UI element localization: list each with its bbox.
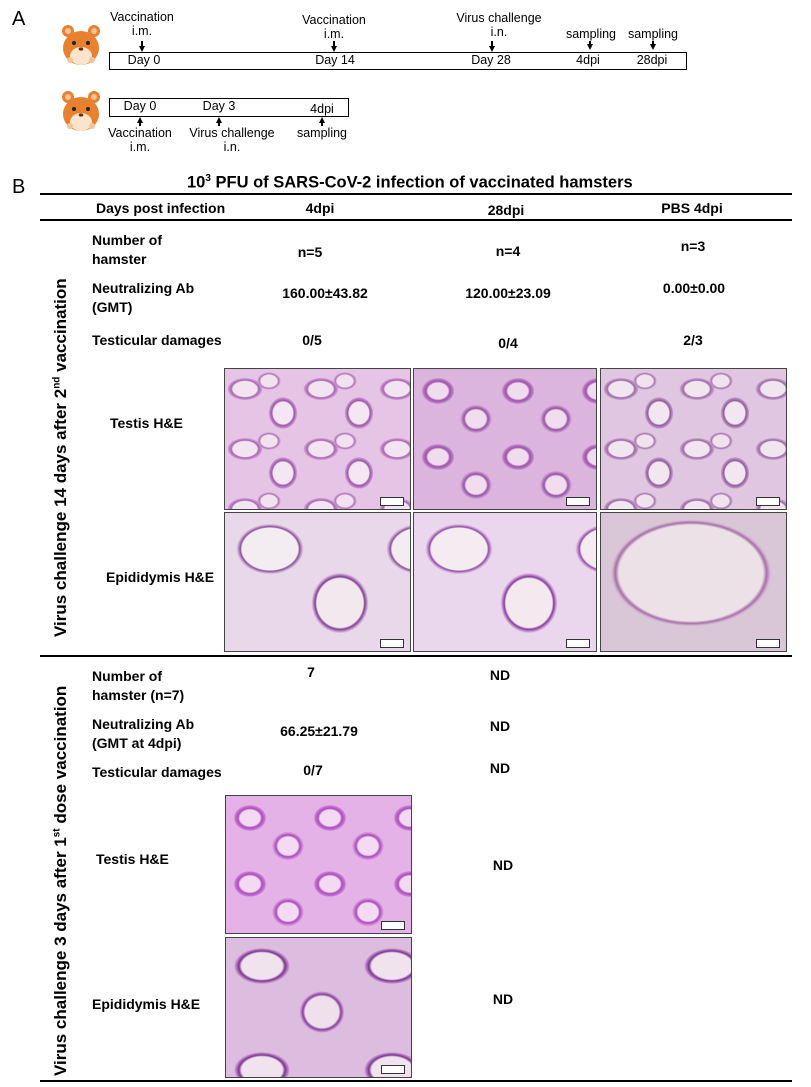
timeline-2-day: 4dpi xyxy=(310,102,334,116)
panel-b-title: $10^3$ PFU of SARS-CoV-2 infection of vaccinated hamsters xyxy=(187,173,633,192)
table-top-rule xyxy=(40,193,792,195)
testis-micrograph-pbs xyxy=(600,368,787,510)
hamster-icon xyxy=(58,88,104,134)
epididymis-micrograph-pbs xyxy=(600,512,787,652)
epididymis-micrograph-28dpi xyxy=(413,512,597,652)
value-cell: 0/5 xyxy=(302,332,322,348)
value-cell: n=3 xyxy=(680,238,706,254)
value-cell: n=5 xyxy=(297,244,323,260)
value-cell: 0/7 xyxy=(303,762,323,778)
value-cell: 0.00±0.00 xyxy=(662,280,726,296)
section-divider-rule xyxy=(40,655,792,657)
row-damage-label: Testicular damages xyxy=(92,764,222,780)
timeline-1-event-label: sampling xyxy=(565,27,617,41)
header-row-label: Days post infection xyxy=(96,200,226,216)
timeline-1-event-label: sampling xyxy=(627,27,679,41)
row-nab-label: Neutralizing Ab (GMT at 4dpi) xyxy=(92,716,195,751)
row-epididymis-label: Epididymis H&E xyxy=(106,569,215,585)
row-testis-label: Testis H&E xyxy=(96,851,169,867)
epididymis-micrograph-4dpi xyxy=(224,512,411,652)
testis-micrograph-28dpi xyxy=(413,368,597,510)
value-cell: 120.00±23.09 xyxy=(465,285,551,301)
value-cell: ND xyxy=(489,718,511,734)
testis-micrograph-4dpi xyxy=(224,368,411,510)
row-testis-label: Testis H&E xyxy=(110,415,183,431)
section-2-side-label: Virus challenge 3 days after 1st dose vaccination xyxy=(51,685,70,1076)
value-cell: ND xyxy=(492,991,514,1007)
timeline-2-event-label: Virus challenge i.n. xyxy=(189,126,275,154)
timeline-1-day: Day 28 xyxy=(471,53,511,67)
value-cell: 7 xyxy=(307,664,315,680)
timeline-2-event-label: Vaccination i.m. xyxy=(108,126,172,154)
section-1-side-label: Virus challenge 14 days after 2nd vaccination xyxy=(51,278,70,637)
value-cell: 66.25±21.79 xyxy=(280,723,358,739)
row-number-label: Number of hamster xyxy=(92,232,162,267)
header-col-pbs: PBS 4dpi xyxy=(661,200,723,216)
row-damage-label: Testicular damages xyxy=(92,332,222,348)
timeline-1-day: 4dpi xyxy=(576,53,600,67)
timeline-1-day: Day 0 xyxy=(127,53,161,67)
value-cell: 0/4 xyxy=(498,335,518,351)
row-epididymis-label: Epididymis H&E xyxy=(92,996,201,1012)
timeline-2-event-label: sampling xyxy=(296,126,348,140)
timeline-1-day: Day 14 xyxy=(315,53,355,67)
value-cell: 160.00±43.82 xyxy=(282,285,368,301)
value-cell: ND xyxy=(489,760,511,776)
panel-b-label: B xyxy=(12,176,26,198)
value-cell: n=4 xyxy=(495,243,521,259)
timeline-1-event-label: Virus challenge i.n. xyxy=(456,11,542,39)
value-cell: ND xyxy=(489,667,511,683)
timeline-2-day: Day 3 xyxy=(202,99,236,113)
hamster-icon xyxy=(58,22,104,68)
timeline-1-event-label: Vaccination i.m. xyxy=(110,10,174,38)
value-cell: 2/3 xyxy=(683,332,703,348)
timeline-1-bar xyxy=(109,52,687,70)
header-col-28dpi: 28dpi xyxy=(487,202,525,218)
row-number-label: Number of hamster (n=7) xyxy=(92,668,185,703)
value-cell: ND xyxy=(492,857,514,873)
row-nab-label: Neutralizing Ab (GMT) xyxy=(92,280,195,315)
table-bottom-rule xyxy=(40,1080,792,1082)
timeline-2-day: Day 0 xyxy=(123,99,157,113)
header-col-4dpi: 4dpi xyxy=(305,200,335,216)
panel-a-label: A xyxy=(12,8,26,30)
header-bottom-rule xyxy=(40,219,792,221)
timeline-1-day: 28dpi xyxy=(636,53,668,67)
timeline-1-event-label: Vaccination i.m. xyxy=(302,13,366,41)
testis-micrograph-1st-dose xyxy=(225,795,412,934)
epididymis-micrograph-1st-dose xyxy=(225,937,412,1078)
